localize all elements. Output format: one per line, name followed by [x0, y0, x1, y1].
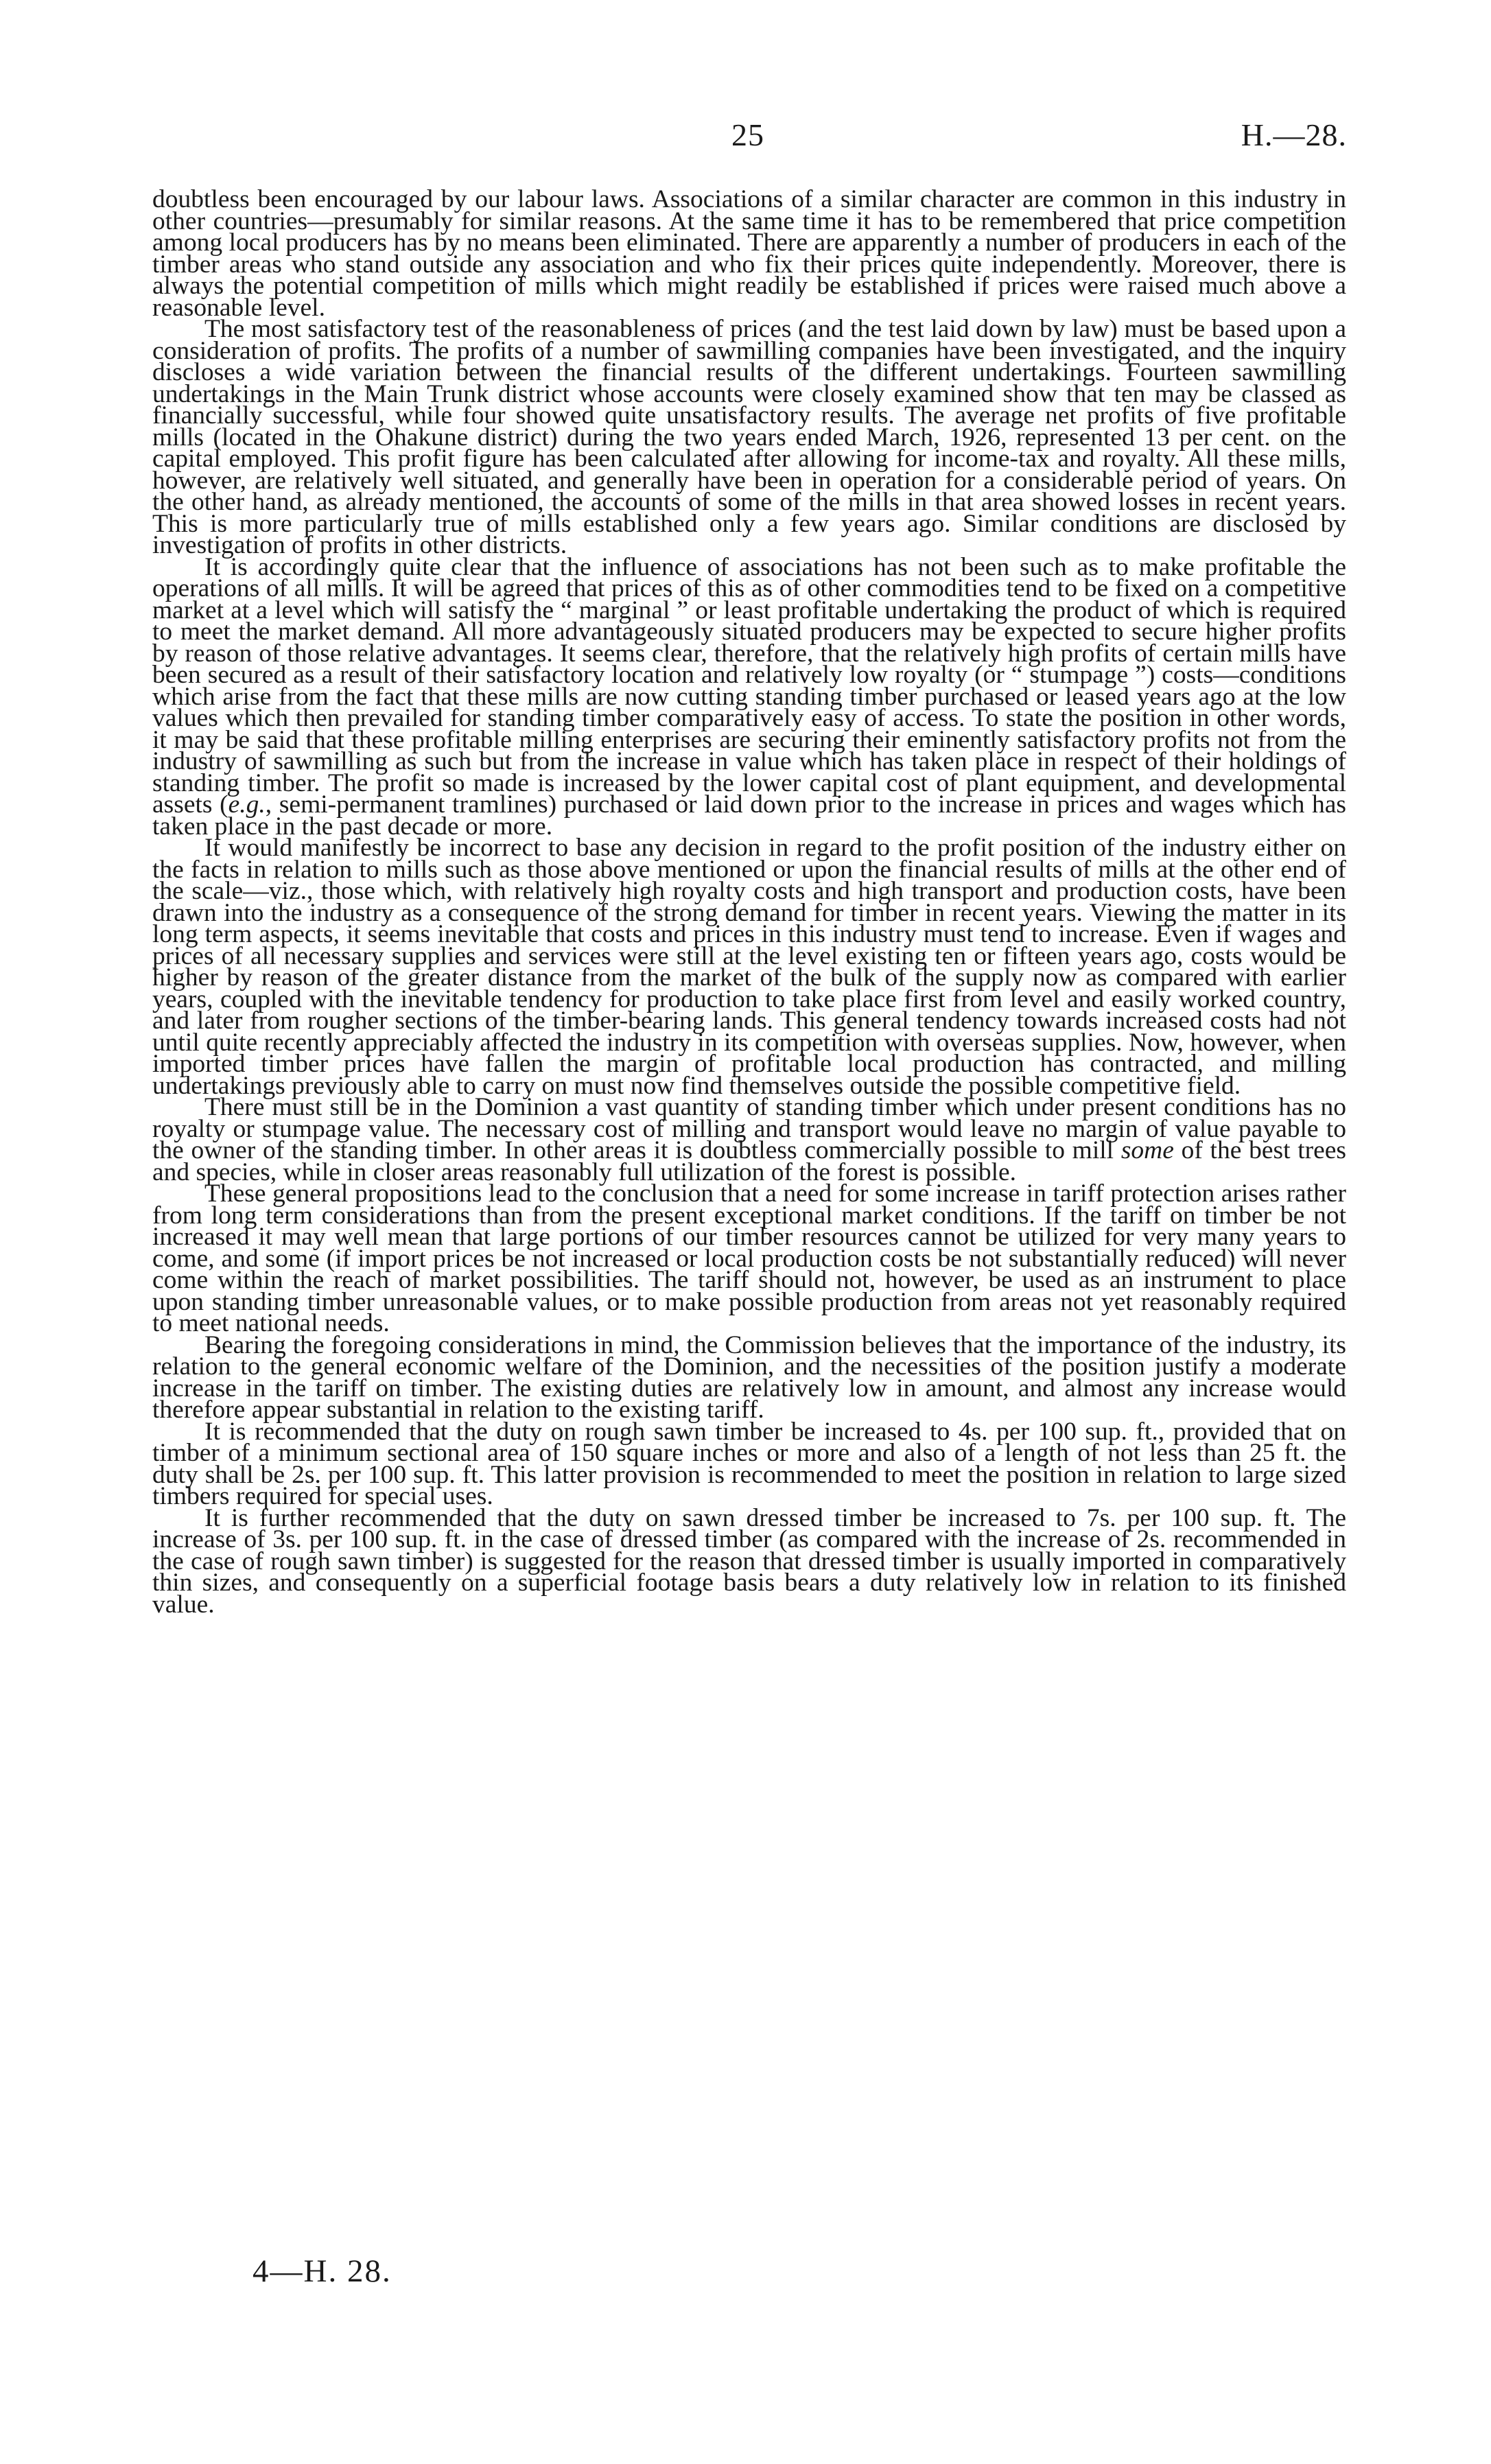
- paragraph-5-italic: some: [1120, 1136, 1174, 1164]
- signature-reference: 4—H. 28.: [253, 2253, 392, 2289]
- paragraph-1: doubtless been encouraged by our labour laws. Associations of a similar character are common in this industry in other countries—presumably for similar reasons. At the same time it has to be remembered that price competition among local producers has by no means been eliminated. There are apparently a number of producers in each of the timber areas who stand outside any association and who fix their prices quite independently. Moreover, there is always the potential competition of mills which might readily be established if prices were raised much above a reasonable level.: [152, 185, 1346, 322]
- paragraph-3-text-a: It is accordingly quite clear that the influence of associations has not been such as to make profitable the operations of all mills. It will be agreed that prices of this as of other commodities tend to be fixed on a competitive market at a level which will satisfy the “ marginal ” or least profitable undertaking the product of which is required to meet the market demand. All more advantageously situated producers may be expected to secure higher profits by reason of those relative advantages. It seems clear, therefore, that the relatively high profits of certain mills have been secured as a result of their satisfactory location and relatively low royalty (or “ stumpage ”) costs—conditions which arise from the fact that these mills are now cutting standing timber purchased or leased years ago at the low values which then prevailed for standing timber comparatively easy of access. To state the position in other words, it may be said that these profitable milling enterprises are securing their eminently satisfactory profits not from the industry of sawmilling as such but from the increase in value which has taken place in respect of their holdings of standing timber. The profit so made is increased by the lower capital cost of plant equipment, and developmental assets (: [152, 552, 1346, 819]
- paragraph-2: The most satisfactory test of the reasonableness of prices (and the test laid down by law) must be based upon a consideration of profits. The profits of a number of sawmilling companies have been investigated, and the inquiry discloses a wide variation between the financial results of the different undertakings. Fourteen sawmilling undertakings in the Main Trunk district whose accounts were closely examined show that ten may be classed as financially successful, while four showed quite unsatisfactory results. The average net profits of five profitable mills (located in the Ohakune district) during the two years ended March, 1926, represented 13 per cent. on the capital employed. This profit figure has been calculated after allowing for income-tax and royalty. All these mills, however, are relatively well situated, and generally have been in operation for a considerable period of years. On the other hand, as already mentioned, the accounts of some of the mills in that area showed losses in recent years. This is more particularly true of mills established only a few years ago. Similar conditions are disclosed by investigation of profits in other districts.: [152, 315, 1346, 559]
- paragraph-4: It would manifestly be incorrect to base any decision in regard to the profit position of the industry either on the facts in relation to mills such as those above mentioned or upon the financial results of mills at the other end of the scale—viz., those which, with relatively high royalty costs and high transport and production costs, have been drawn into the industry as a consequence of the strong demand for timber in recent years. Viewing the matter in its long term aspects, it seems inevitable that costs and prices in this industry must tend to increase. Even if wages and prices of all necessary supplies and services were still at the level existing ten or fifteen years ago, costs would be higher by reason of the greater distance from the market of the bulk of the supply now as compared with earlier years, coupled with the inevitable tendency for production to take place first from level and easily worked country, and later from rougher sections of the timber-bearing lands. This general tendency towards increased costs had not until quite recently appreciably affected the industry in its competition with overseas supplies. Now, however, when imported timber prices have fallen the margin of profitable local production has contracted, and milling undertakings previously able to carry on must now find themselves outside the possible competitive field.: [152, 834, 1346, 1100]
- page-number: 25: [731, 117, 764, 152]
- paragraph-3-text-b: , semi-permanent tramlines) purchased or laid down prior to the increase in prices and wages which has taken place in the past decade or more.: [152, 790, 1346, 841]
- paragraph-5: [152, 1093, 1347, 1186]
- paragraph-8: It is recommended that the duty on rough sawn timber be increased to 4s. per 100 sup. ft., provided that on timber of a minimum sectional area of 150 square inches or more and also of a length of not less than 25 ft. the duty shall be 2s. per 100 sup. ft. This latter provision is recommended to meet the position in relation to large sized timbers required for special uses.: [152, 1417, 1346, 1510]
- paragraph-7: Bearing the foregoing considerations in mind, the Commission believes that the importance of the industry, its relation to the general economic welfare of the Dominion, and the necessities of the position justify a moderate increase in the tariff on timber. The existing duties are relatively low in amount, and almost any increase would therefore appear substantial in relation to the existing tariff.: [152, 1330, 1346, 1424]
- document-reference: H.—28.: [1241, 117, 1347, 152]
- paragraph-5-text-b: of the best trees and species, while in closer areas reasonably full utilization of the forest is possible.: [152, 1136, 1347, 1186]
- paragraph-9: It is further recommended that the duty on sawn dressed timber be increased to 7s. per 100 sup. ft. The increase of 3s. per 100 sup. ft. in the case of dressed timber (as compared with the increase of 2s. recommended in the case of rough sawn timber) is suggested for the reason that dressed timber is usually imported in comparatively thin sizes, and consequently on a superficial footage basis bears a duty relatively low in relation to its finished value.: [152, 1503, 1346, 1619]
- paragraph-3-italic: e.g.: [228, 790, 266, 819]
- paragraph-3: [152, 552, 1346, 841]
- paragraph-6: These general propositions lead to the conclusion that a need for some increase in tariff protection arises rather from long term considerations than from the present exceptional market conditions. If the tariff on timber be not increased it may well mean that large portions of our timber resources cannot be utilized for very many years to come, and some (if import prices be not increased or local production costs be not substantially reduced) will never come within the reach of market possibilities. The tariff should not, however, be used as an instrument to place upon standing timber unreasonable values, or to make possible production from areas not yet reasonably required to meet national needs.: [152, 1180, 1346, 1337]
- body-text: [152, 185, 1347, 1619]
- paragraph-5-text-a: There must still be in the Dominion a vast quantity of standing timber which under present conditions has no royalty or stumpage value. The necessary cost of milling and transport would leave no margin of value payable to the owner of the standing timber. In other areas it is doubtless commercially possible to mill: [152, 1093, 1346, 1164]
